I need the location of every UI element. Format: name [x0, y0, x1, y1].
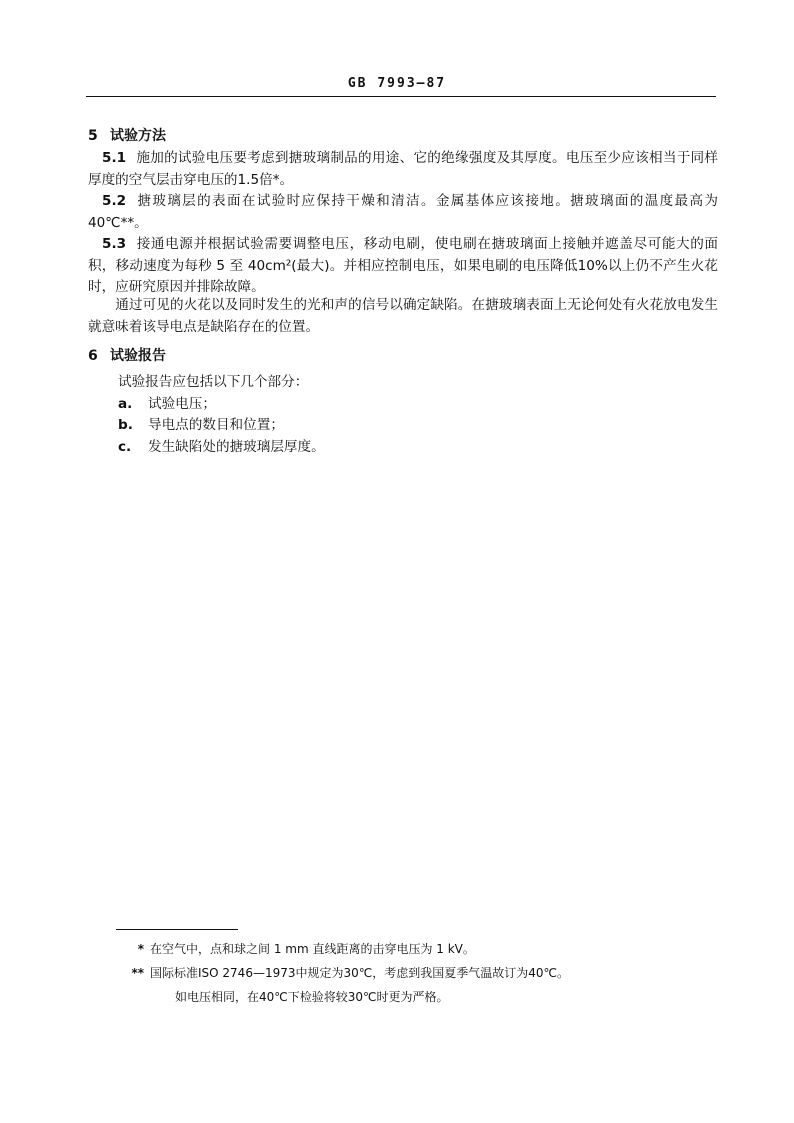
section-5-title: 试验方法 [110, 128, 166, 144]
list-item-text: 发生缺陷处的搪玻璃层厚度。 [148, 438, 325, 455]
footnote-2 [120, 961, 569, 985]
section-6-heading [88, 345, 166, 365]
section-5-number: 5 [88, 128, 98, 144]
header-rule [86, 96, 716, 97]
section-6-title: 试验报告 [110, 348, 166, 364]
clause-5-1-number: 5.1 [102, 150, 127, 166]
footnote-2-text: 国际标准ISO 2746—1973中规定为30℃，考虑到我国夏季气温故订为40℃。 [150, 966, 569, 980]
clause-5-paragraph: 通过可见的火花以及同时发生的光和声的信号以确定缺陷。在搪玻璃表面上无论何处有火花放电发生就意味着该导电点是缺陷存在的位置。 [88, 297, 718, 335]
list-item-mark: c. [118, 438, 132, 455]
footnote-1 [120, 937, 569, 961]
clause-5-2-number: 5.2 [102, 193, 127, 209]
clause-5-2 [88, 191, 718, 234]
footnotes [120, 937, 569, 1009]
footnote-1-mark: * [137, 942, 144, 956]
clause-5-1 [88, 148, 718, 191]
report-intro: 试验报告应包括以下几个部分： [118, 374, 309, 390]
section-5-heading [88, 125, 166, 145]
document-header: GB 7993—87 [347, 76, 447, 91]
list-item-text: 试验电压； [148, 395, 216, 412]
clause-5-3-number: 5.3 [102, 236, 127, 252]
list-item-mark: b. [118, 417, 133, 433]
report-items-list [118, 372, 325, 458]
clause-5-2-text: 搪玻璃层的表面在试验时应保持干燥和清洁。金属基体应该接地。搪玻璃面的温度最高为40℃**。 [88, 193, 718, 231]
footnote-rule [116, 929, 238, 930]
footnote-2-mark: ** [131, 966, 144, 980]
section-6-number: 6 [88, 348, 98, 364]
list-item [118, 415, 325, 437]
footnote-1-text: 在空气中，点和球之间 1 mm 直线距离的击穿电压为 1 kV。 [150, 942, 475, 956]
list-item-mark: a. [118, 395, 133, 412]
clause-5-3 [88, 234, 718, 299]
footnote-2-continuation: 如电压相同，在40℃下检验将较30℃时更为严格。 [175, 990, 449, 1004]
list-item [118, 437, 325, 459]
list-item-text: 导电点的数目和位置； [148, 417, 284, 433]
list-item [118, 394, 325, 416]
clause-5-1-text: 施加的试验电压要考虑到搪玻璃制品的用途、它的绝缘强度及其厚度。电压至少应该相当于同样厚度的空气层击穿电压的1.5倍*。 [88, 150, 718, 188]
clause-5-3-text: 接通电源并根据试验需要调整电压，移动电刷，使电刷在搪玻璃面上接触并遮盖尽可能大的面积，移动速度为每秒 5 至 40cm²(最大)。并相应控制电压，如果电刷的电压降低10%以上仍不产生火花时，应研究原因并排除故障。 [88, 236, 718, 295]
